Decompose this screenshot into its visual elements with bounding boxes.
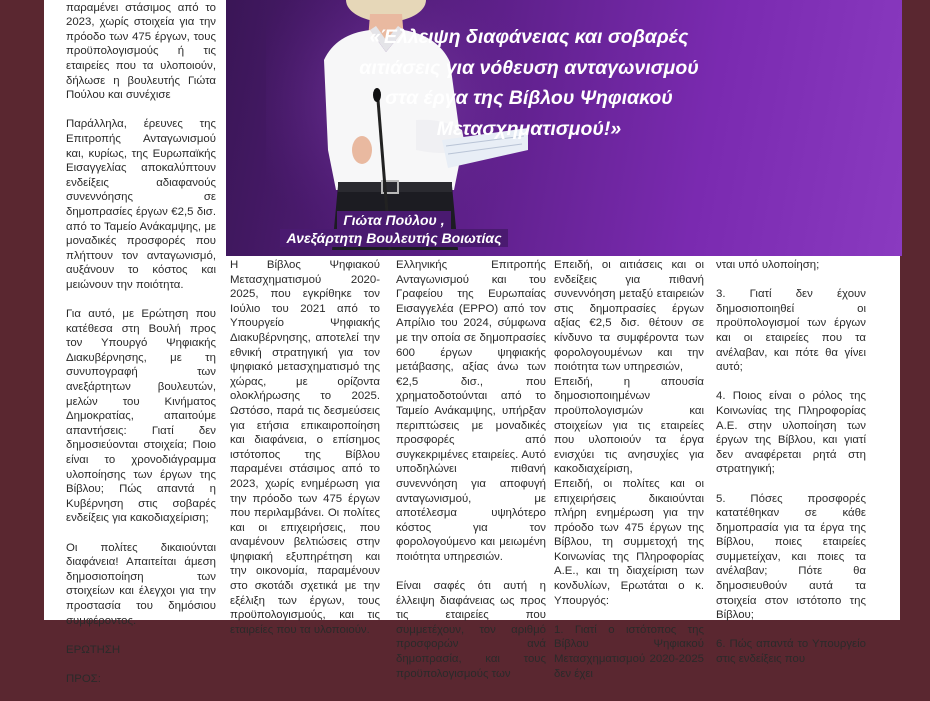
paragraph: Επειδή, η απουσία δημοσιοποιημένων προϋπολογισμών και στοιχείων για τις εταιρείες που υλοποιούν τα έργα ενισχύει τις ανησυχίες για κακοδιαχείριση, (554, 375, 704, 476)
section-heading: ΕΡΩΤΗΣΗ (66, 643, 121, 656)
article-column-5 (716, 258, 866, 681)
paragraph: 5. Πόσες προσφορές κατατέθηκαν σε κάθε δημοπρασία για τα έργα της Βίβλου, ποιες εταιρείες συμμετείχαν, και ποιες τα ανέλαβαν; Πότε θα δημοσιευθούν αυτά τα στοιχεία στον ιστότοπο της Βίβλου; (716, 492, 866, 622)
paragraph: Επειδή, οι πολίτες και οι επιχειρήσεις δικαιούνται πλήρη ενημέρωση για την πρόοδο των 475 έργων της Βίβλου, τη συμμετοχή της Κοινωνίας της Πληροφορίας Α.Ε., και τη διαχείριση των κονδυλίων, Ερωτάται ο κ. Υπουργός: (554, 477, 704, 607)
paragraph: νται υπό υλοποίηση; (716, 259, 820, 271)
paragraph: παραμένει στάσιμος από το 2023, χωρίς στοιχεία για την πρόοδο των 475 έργων, τους προϋπολογισμούς ή τις εταιρείες που τα υλοποιούν, δήλωσε η βουλευτής Γιώτα Πούλου και συνέχισε (66, 1, 216, 102)
paragraph: Οι πολίτες δικαιούνται διαφάνεια! Απαιτείται άμεση δημοσιοποίηση των στοιχείων και έλεγχοι για την προστασία του δημόσιου συμφέροντος. (66, 541, 216, 627)
article-column-4 (554, 258, 704, 696)
paragraph: Για αυτό, με Ερώτηση που κατέθεσα στη Βουλή προς τον Υπουργό Ψηφιακής Διακυβέρνησης, με τη συνυπογραφή των ανεξάρτητων βουλευτών, μελών του Κινήματος Δημοκρατίας, απαιτούμε απαντήσεις: Γιατί δεν δημοσιεύονται στοιχεία; Ποιο είναι το χρονοδιάγραμμα υλοποίησης των έργων της Βίβλου; Πώς απαντά η Κυβέρνηση στις σοβαρές ενδείξεις για κακοδιαχείριση; (66, 308, 216, 525)
article-column-2 (230, 258, 380, 652)
caption-name: Γιώτα Πούλου , (244, 212, 544, 228)
paragraph: Ελληνικής Επιτροπής Ανταγωνισμού και του Γραφείου της Ευρωπαίας Εισαγγελέα (EPPO) από τον Απρίλιο του 2024, σύμφωνα με την οποία σε δημοπρασίες 600 έργων ψηφιακής μετάβασης, αξίας άνω των €2,5 δισ., που χρηματοδοτούνται από το Ταμείο Ανάκαμψης, υπήρξαν περιπτώσεις με μοναδικές προσφορές από συγκεκριμένες εταιρείες. Αυτό υποδηλώνει πιθανή συνεννόηση για αποφυγή ανταγωνισμού, με αποτέλεσμα υψηλότερο κόστος για τον φορολογούμενο και μειωμένη ποιότητα υπηρεσιών. (396, 259, 546, 563)
paragraph: 4. Ποιος είναι ο ρόλος της Κοινωνίας της Πληροφορίας Α.Ε. στην υλοποίηση των έργων της Βίβλου, και γιατί δεν αναφέρεται ρητά στη στρατηγική; (716, 390, 866, 476)
paragraph: 3. Γιατί δεν έχουν δημοσιοποιηθεί οι προϋπολογισμοί των έργων και οι εταιρείες που τα ανέλαβαν, και πότε θα γίνει αυτό; (716, 288, 866, 374)
paragraph: ΠΡΟΣ: (66, 672, 101, 685)
caption-role: Ανεξάρτητη Βουλευτής Βοιωτίας (244, 230, 544, 246)
paragraph: Επειδή, οι αιτιάσεις και οι ενδείξεις για πιθανή συνεννόηση μεταξύ εταιρειών στις δημοπρασίες έργων αξίας €2,5 δισ. θέτουν σε κίνδυνο τα συμφέροντα των φορολογουμένων και την ποιότητα των υπηρεσιών, (554, 259, 704, 374)
magazine-page (44, 0, 900, 685)
paragraph: 1. Γιατί ο ιστότοπος της Βίβλου Ψηφιακού Μετασχηματισμού 2020-2025 δεν έχει (554, 623, 704, 680)
article-column-1 (66, 0, 216, 701)
paragraph: 6. Πώς απαντά το Υπουργείο στις ενδείξεις που (716, 638, 866, 666)
paragraph: Παράλληλα, έρευνες της Επιτροπής Ανταγωνισμού και, κυρίως, της Ευρωπαϊκής Εισαγγελίας αποκαλύπτουν ενδείξεις αδιαφανούς συνεννόησης σε δημοπρασίες έργων €2,5 δισ. από το Ταμείο Ανάκαμψης, με μοναδικές προσφορές που πλήττουν τον ανταγωνισμό, αυξάνουν το κόστος και μειώνουν την ποιότητα. (66, 118, 216, 291)
pull-quote: «Έλλειψη διαφάνειας και σοβαρές αιτιάσεις για νόθευση ανταγωνισμού στα έργα της Βίβλου Ψηφιακού Μετασχηματισμού!» (359, 26, 699, 140)
article-column-3 (396, 258, 546, 696)
paragraph: Είναι σαφές ότι αυτή η έλλειψη διαφάνειας ως προς τις εταιρείες που συμμετέχουν, τον αριθμό προσφορών ανά δημοπρασία, και τους προϋπολογισμούς των (396, 580, 546, 680)
paragraph: Η Βίβλος Ψηφιακού Μετασχηματισμού 2020-2025, που εγκρίθηκε τον Ιούλιο του 2021 από το Υπουργείο Ψηφιακής Διακυβέρνησης, αποτελεί την εθνική στρατηγική για τον ψηφιακό μετασχηματισμό της χώρας, με ορίζοντα ολοκλήρωσης το 2025. Ωστόσο, παρά τις δεσμεύσεις για ετήσια επικαιροποίηση και διαφάνεια, ο επίσημος ιστότοπος της Βίβλου παραμένει στάσιμος από το 2023, χωρίς ενημέρωση για την πρόοδο των 475 έργων που περιλαμβάνει. Οι πολίτες και οι επιχειρήσεις, που αναμένουν βελτιώσεις στην ψηφιακή εξυπηρέτηση και την οικονομία, παραμένουν στο σκοτάδι σχετικά με την εξέλιξη των έργων, τους προϋπολογισμούς, και τις εταιρείες που τα υλοποιούν. (230, 259, 380, 636)
